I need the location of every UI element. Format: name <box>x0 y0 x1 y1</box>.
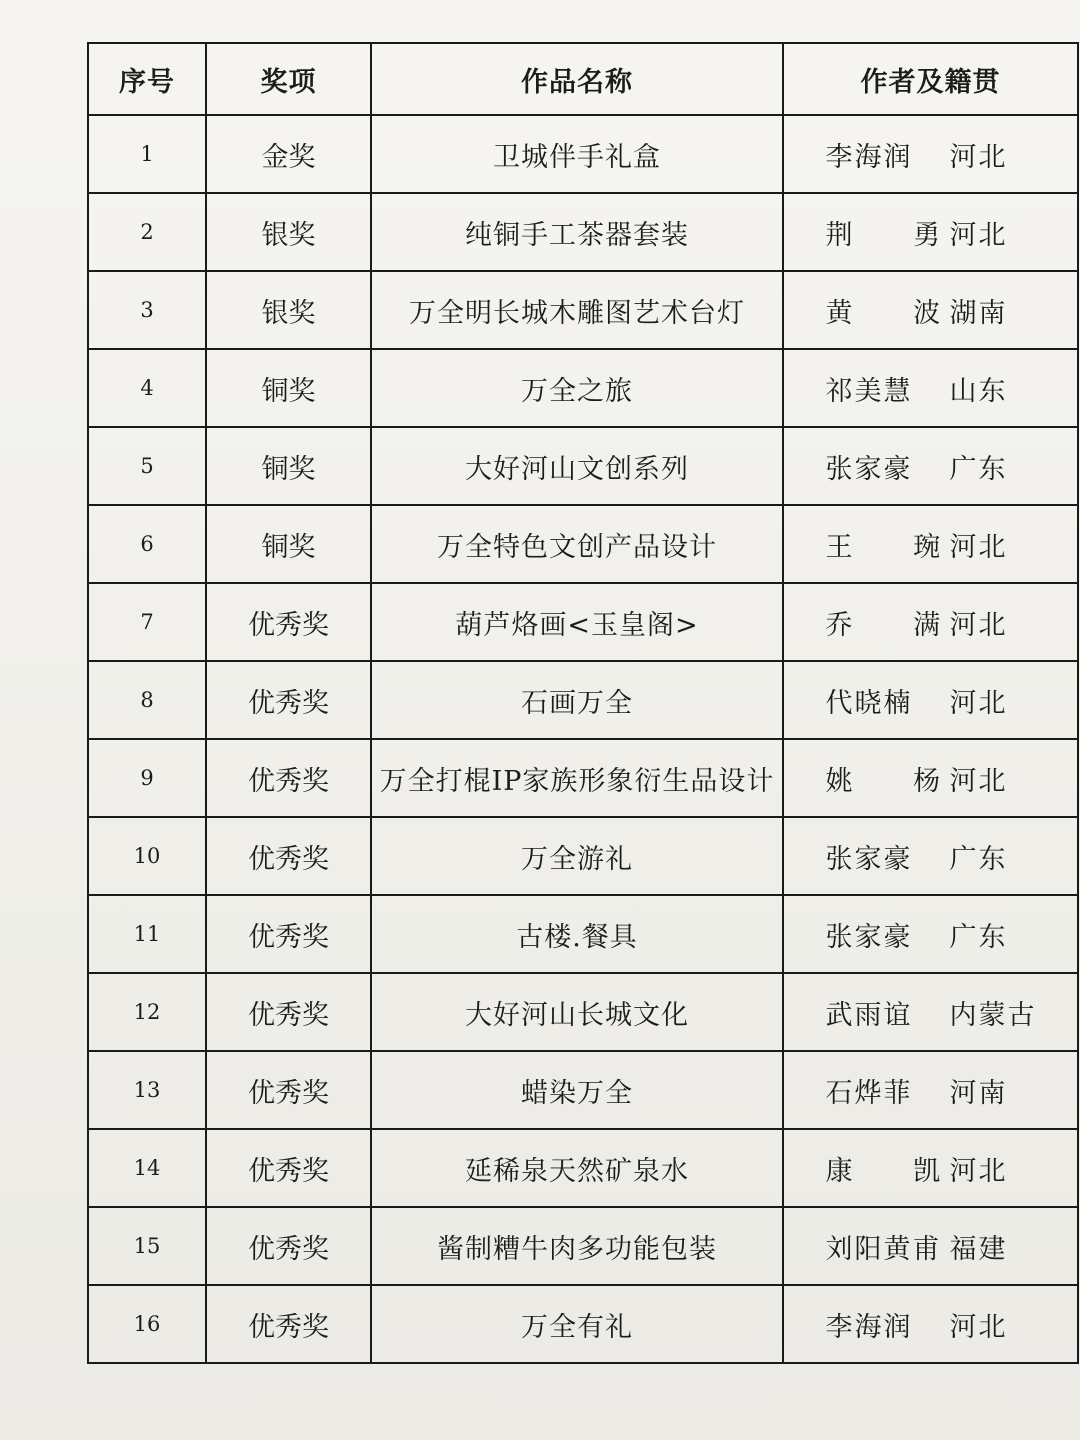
cell-work-title: 万全明长城木雕图艺术台灯 <box>371 271 783 349</box>
cell-seq: 7 <box>88 583 206 661</box>
cell-author-origin <box>783 895 1078 973</box>
author-origin: 山东 <box>949 375 1008 407</box>
author-name: 石烨菲 <box>825 1077 913 1109</box>
cell-seq: 15 <box>88 1207 206 1285</box>
table-body <box>88 115 1078 1363</box>
author-origin-group <box>784 1149 1077 1188</box>
cell-author-origin <box>783 661 1078 739</box>
author-origin-group <box>784 135 1077 174</box>
cell-work-title: 古楼.餐具 <box>371 895 783 973</box>
author-origin: 湖南 <box>949 297 1008 329</box>
table-row <box>88 739 1078 817</box>
table-row <box>88 1207 1078 1285</box>
cell-seq: 5 <box>88 427 206 505</box>
author-origin: 广东 <box>949 843 1008 875</box>
cell-seq: 11 <box>88 895 206 973</box>
author-name: 黄 波 <box>825 297 967 329</box>
cell-work-title: 延稀泉天然矿泉水 <box>371 1129 783 1207</box>
author-origin: 福建 <box>949 1233 1008 1265</box>
author-name: 李海润 <box>825 141 913 173</box>
author-origin-group <box>784 915 1077 954</box>
author-name: 荆 勇 <box>825 219 967 251</box>
cell-award: 优秀奖 <box>206 661 371 739</box>
cell-award: 优秀奖 <box>206 895 371 973</box>
table-row <box>88 271 1078 349</box>
cell-award: 优秀奖 <box>206 1285 371 1363</box>
author-origin: 河北 <box>949 1311 1008 1343</box>
author-origin: 广东 <box>949 921 1008 953</box>
author-name: 武雨谊 <box>825 999 913 1031</box>
cell-award: 优秀奖 <box>206 739 371 817</box>
cell-award: 优秀奖 <box>206 1051 371 1129</box>
cell-author-origin <box>783 271 1078 349</box>
cell-author-origin <box>783 1285 1078 1363</box>
author-name: 李海润 <box>825 1311 913 1343</box>
awards-table <box>87 42 1079 1364</box>
table-row <box>88 505 1078 583</box>
header-seq: 序号 <box>88 43 206 115</box>
cell-seq: 16 <box>88 1285 206 1363</box>
author-name: 张家豪 <box>825 453 913 485</box>
cell-work-title: 万全之旅 <box>371 349 783 427</box>
author-name: 张家豪 <box>825 843 913 875</box>
cell-author-origin <box>783 349 1078 427</box>
author-origin-group <box>784 681 1077 720</box>
cell-award: 金奖 <box>206 115 371 193</box>
cell-author-origin <box>783 115 1078 193</box>
cell-award: 银奖 <box>206 193 371 271</box>
author-name: 刘阳黄甫 <box>825 1233 942 1265</box>
cell-seq: 2 <box>88 193 206 271</box>
cell-author-origin <box>783 1207 1078 1285</box>
cell-author-origin <box>783 1051 1078 1129</box>
author-origin-group <box>784 213 1077 252</box>
cell-work-title: 大好河山长城文化 <box>371 973 783 1051</box>
header-author-origin: 作者及籍贯 <box>783 43 1078 115</box>
cell-seq: 12 <box>88 973 206 1051</box>
author-name: 康 凯 <box>825 1155 967 1187</box>
author-origin: 河北 <box>949 765 1008 797</box>
table-row <box>88 817 1078 895</box>
cell-award: 铜奖 <box>206 349 371 427</box>
author-origin: 河北 <box>949 687 1008 719</box>
cell-seq: 3 <box>88 271 206 349</box>
cell-author-origin <box>783 193 1078 271</box>
header-work-title: 作品名称 <box>371 43 783 115</box>
header-award: 奖项 <box>206 43 371 115</box>
table-row <box>88 427 1078 505</box>
author-name: 姚 杨 <box>825 765 967 797</box>
cell-seq: 14 <box>88 1129 206 1207</box>
cell-seq: 9 <box>88 739 206 817</box>
table-row <box>88 115 1078 193</box>
cell-work-title: 蜡染万全 <box>371 1051 783 1129</box>
table-row <box>88 193 1078 271</box>
cell-seq: 10 <box>88 817 206 895</box>
cell-work-title: 大好河山文创系列 <box>371 427 783 505</box>
table-row <box>88 1051 1078 1129</box>
author-origin: 河北 <box>949 219 1008 251</box>
cell-award: 优秀奖 <box>206 1207 371 1285</box>
cell-award: 铜奖 <box>206 427 371 505</box>
author-origin: 广东 <box>949 453 1008 485</box>
author-origin: 河南 <box>949 1077 1008 1109</box>
cell-work-title: 万全有礼 <box>371 1285 783 1363</box>
author-origin-group <box>784 759 1077 798</box>
cell-author-origin <box>783 583 1078 661</box>
author-name: 张家豪 <box>825 921 913 953</box>
author-origin-group <box>784 993 1077 1032</box>
author-origin: 河北 <box>949 1155 1008 1187</box>
author-origin-group <box>784 603 1077 642</box>
author-origin-group <box>784 1227 1077 1266</box>
cell-seq: 6 <box>88 505 206 583</box>
author-origin-group <box>784 1305 1077 1344</box>
cell-award: 优秀奖 <box>206 973 371 1051</box>
cell-author-origin <box>783 739 1078 817</box>
author-name: 乔 满 <box>825 609 967 641</box>
author-origin-group <box>784 369 1077 408</box>
cell-author-origin <box>783 973 1078 1051</box>
table-row <box>88 583 1078 661</box>
cell-author-origin <box>783 817 1078 895</box>
author-origin: 河北 <box>949 531 1008 563</box>
author-name: 王 琬 <box>825 531 967 563</box>
author-origin-group <box>784 525 1077 564</box>
cell-seq: 4 <box>88 349 206 427</box>
cell-work-title: 万全游礼 <box>371 817 783 895</box>
cell-work-title: 石画万全 <box>371 661 783 739</box>
table-row <box>88 349 1078 427</box>
author-name: 代晓楠 <box>825 687 913 719</box>
cell-award: 优秀奖 <box>206 817 371 895</box>
cell-work-title: 卫城伴手礼盒 <box>371 115 783 193</box>
table-row <box>88 1129 1078 1207</box>
cell-award: 优秀奖 <box>206 1129 371 1207</box>
author-origin: 内蒙古 <box>949 999 1037 1031</box>
cell-work-title: 万全打棍IP家族形象衍生品设计 <box>371 739 783 817</box>
author-origin-group <box>784 1071 1077 1110</box>
table-row <box>88 973 1078 1051</box>
cell-seq: 1 <box>88 115 206 193</box>
author-origin-group <box>784 837 1077 876</box>
cell-work-title: 酱制糟牛肉多功能包装 <box>371 1207 783 1285</box>
cell-author-origin <box>783 505 1078 583</box>
header-row <box>88 43 1078 115</box>
cell-award: 优秀奖 <box>206 583 371 661</box>
table-row <box>88 1285 1078 1363</box>
author-origin-group <box>784 291 1077 330</box>
cell-author-origin <box>783 1129 1078 1207</box>
cell-work-title: 万全特色文创产品设计 <box>371 505 783 583</box>
cell-seq: 8 <box>88 661 206 739</box>
cell-author-origin <box>783 427 1078 505</box>
cell-award: 铜奖 <box>206 505 371 583</box>
author-origin: 河北 <box>949 141 1008 173</box>
cell-work-title: 纯铜手工茶器套装 <box>371 193 783 271</box>
cell-award: 银奖 <box>206 271 371 349</box>
table-row <box>88 895 1078 973</box>
cell-work-title: 葫芦烙画<玉皇阁> <box>371 583 783 661</box>
author-origin-group <box>784 447 1077 486</box>
author-origin: 河北 <box>949 609 1008 641</box>
table-row <box>88 661 1078 739</box>
cell-seq: 13 <box>88 1051 206 1129</box>
author-name: 祁美慧 <box>825 375 913 407</box>
